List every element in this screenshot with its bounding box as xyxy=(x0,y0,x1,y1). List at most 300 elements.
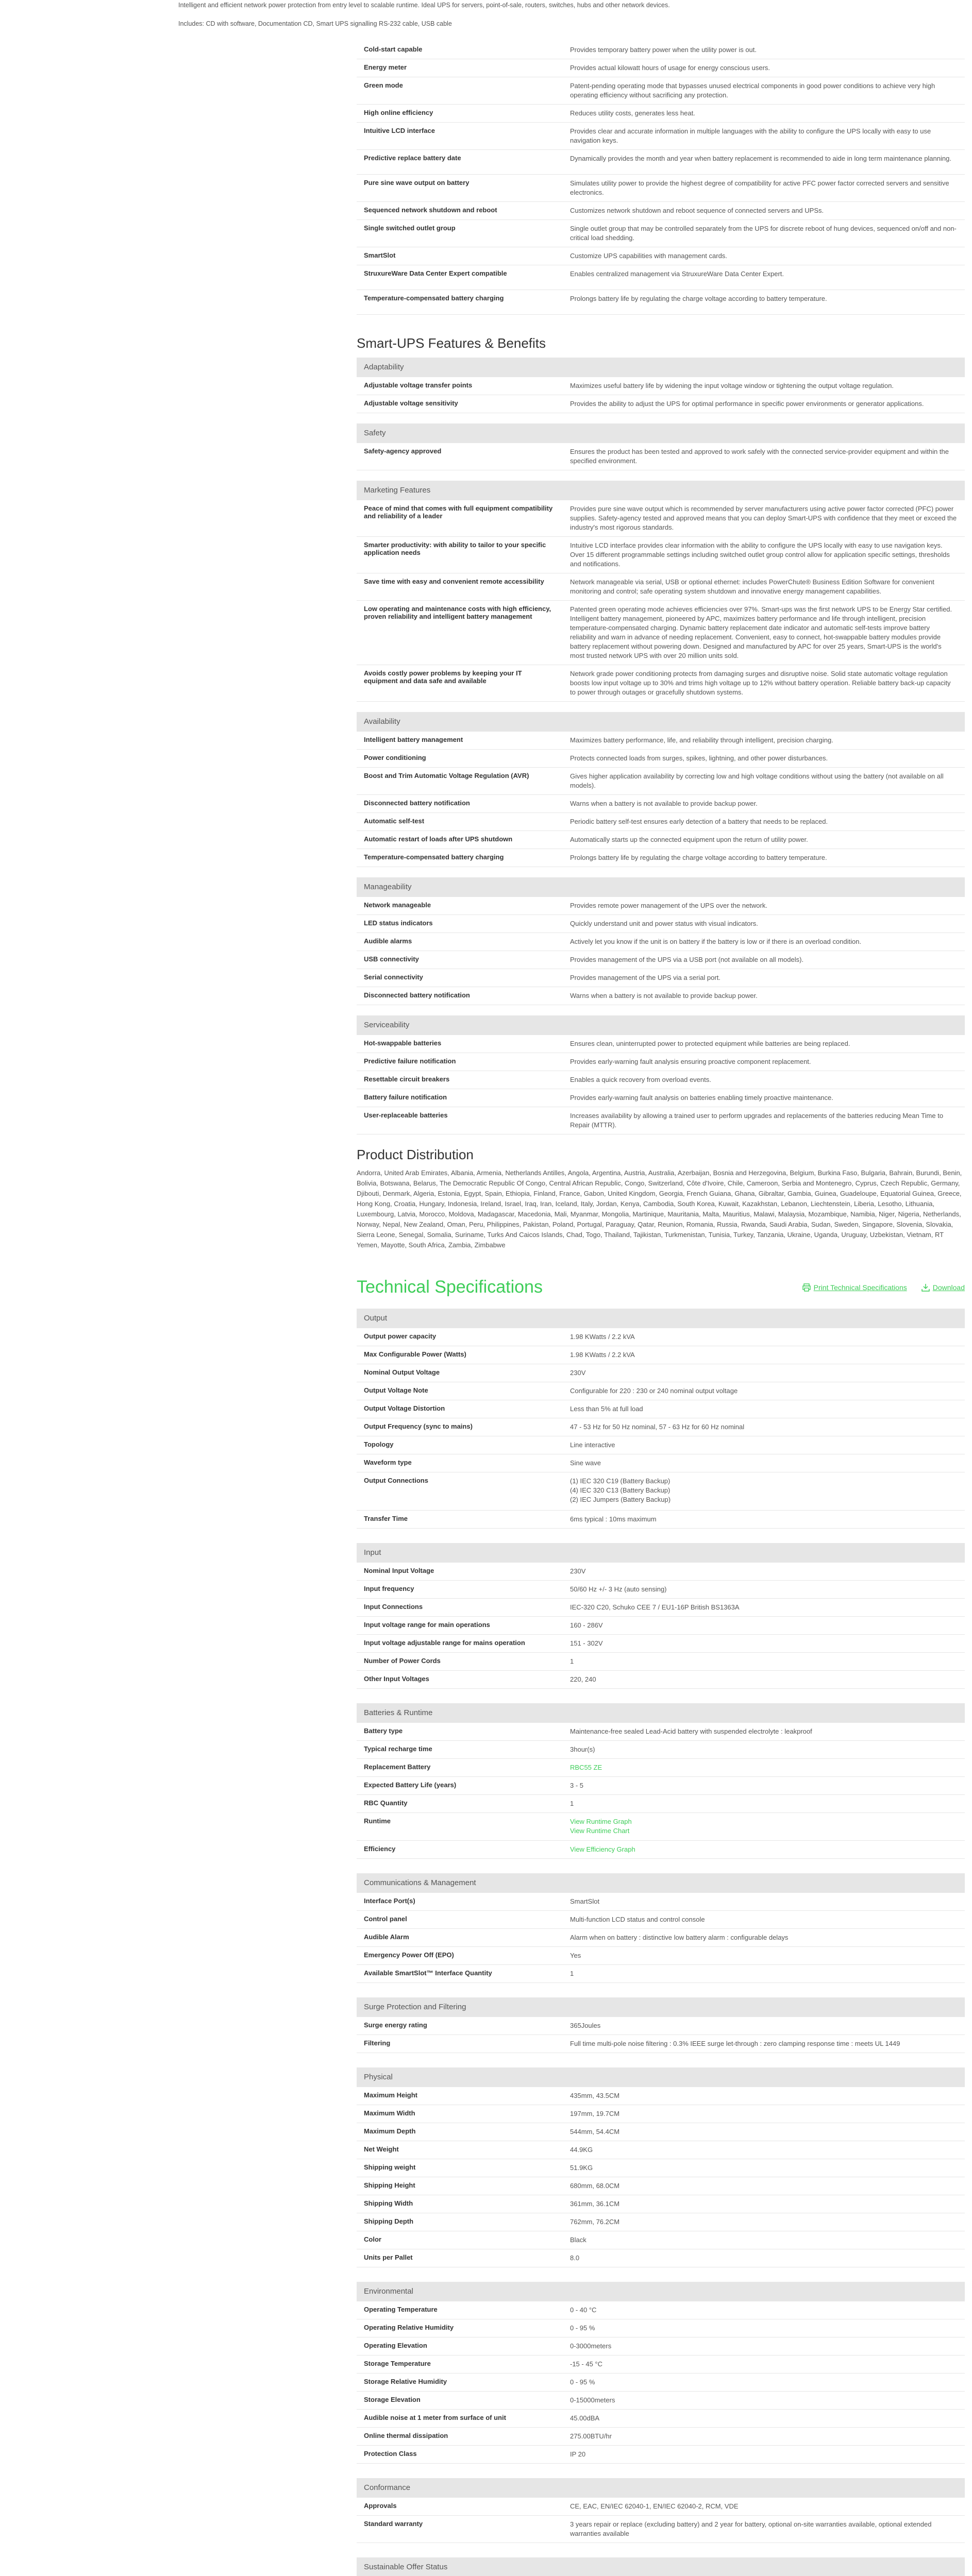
top-features-list xyxy=(357,41,965,315)
feature-group-title: Serviceability xyxy=(357,1015,965,1035)
feature-value xyxy=(563,1089,965,1107)
spec-value-line: 1 xyxy=(570,1657,574,1665)
spec-value xyxy=(563,1511,965,1528)
spec-value-line: 230V xyxy=(570,1369,586,1377)
spec-row xyxy=(357,1617,965,1635)
spec-value-line: Sine wave xyxy=(570,1459,601,1467)
feature-value-line: Gives higher application availability by correcting low and high voltage conditions without using the battery (not available on all models). xyxy=(570,772,944,789)
spec-value xyxy=(563,1328,965,1346)
spec-value-line: 151 - 302V xyxy=(570,1639,603,1647)
top-feature-value-line: Provides clear and accurate information in multiple languages with the ability to configure the UPS locally with easy to use navigation keys. xyxy=(570,127,931,144)
feature-value xyxy=(563,969,965,987)
spec-value xyxy=(563,2337,965,2355)
top-feature-value xyxy=(563,150,965,174)
spec-label: Color xyxy=(364,2235,381,2243)
top-feature-value-line: Prolongs battery life by regulating the charge voltage according to battery temperature. xyxy=(570,295,827,302)
spec-value-line: 3 years repair or replace (excluding battery) and 2 year for battery, optional on-site warranties available, optional extended warranties available xyxy=(570,2520,932,2537)
spec-row xyxy=(357,1965,965,1983)
feature-row xyxy=(357,951,965,969)
spec-label: Protection Class xyxy=(364,2450,417,2458)
feature-row xyxy=(357,915,965,933)
top-feature-row xyxy=(357,247,965,265)
spec-label: Output Voltage Note xyxy=(364,1386,428,1394)
spec-value-line: 47 - 53 Hz for 50 Hz nominal, 57 - 63 Hz for 60 Hz nominal xyxy=(570,1423,745,1431)
spec-link[interactable]: RBC55 ZE xyxy=(570,1764,602,1771)
spec-row xyxy=(357,1723,965,1741)
spec-value-line: 544mm, 54.4CM xyxy=(570,2128,620,2136)
spec-value xyxy=(563,1617,965,1634)
feature-value xyxy=(563,951,965,969)
spec-row xyxy=(357,1563,965,1581)
feature-value xyxy=(563,500,965,536)
feature-label: Hot-swappable batteries xyxy=(364,1039,442,1047)
spec-row xyxy=(357,1454,965,1472)
spec-value xyxy=(563,1759,965,1776)
page-content xyxy=(357,41,965,2576)
top-feature-label: Pure sine wave output on battery xyxy=(364,179,470,187)
top-feature-label: Energy meter xyxy=(364,63,407,71)
spec-label: Audible noise at 1 meter from surface of unit xyxy=(364,2414,506,2421)
spec-row xyxy=(357,2105,965,2123)
spec-link[interactable]: View Runtime Chart xyxy=(570,1827,630,1835)
spec-value xyxy=(563,2087,965,2105)
feature-value-line: Warns when a battery is not available to provide backup power. xyxy=(570,800,758,807)
spec-group-title: Sustainable Offer Status xyxy=(357,2557,965,2576)
spec-label: Efficiency xyxy=(364,1845,396,1853)
top-feature-label: Intuitive LCD interface xyxy=(364,127,435,134)
top-feature-label: Sequenced network shutdown and reboot xyxy=(364,206,497,214)
feature-value-line: Enables a quick recovery from overload events. xyxy=(570,1076,711,1083)
spec-label: Operating Temperature xyxy=(364,2306,438,2313)
feature-label: Disconnected battery notification xyxy=(364,991,470,999)
spec-label: Input frequency xyxy=(364,1585,414,1592)
spec-value xyxy=(563,2446,965,2463)
spec-row xyxy=(357,1929,965,1947)
spec-value-line: 230V xyxy=(570,1567,586,1575)
spec-row xyxy=(357,1599,965,1617)
download-icon xyxy=(921,1283,930,1292)
spec-group-title: Batteries & Runtime xyxy=(357,1703,965,1723)
spec-label: Transfer Time xyxy=(364,1515,408,1522)
spec-label: Input voltage adjustable range for mains operation xyxy=(364,1639,525,1647)
top-feature-value xyxy=(563,59,965,77)
spec-value-line: 0-15000meters xyxy=(570,2396,615,2404)
spec-value-line: 0 - 95 % xyxy=(570,2324,595,2332)
top-feature-value-line: Reduces utility costs, generates less heat. xyxy=(570,109,695,117)
feature-value-line: Warns when a battery is not available to provide backup power. xyxy=(570,992,758,999)
spec-value-line: (1) IEC 320 C19 (Battery Backup) xyxy=(570,1477,671,1485)
feature-row xyxy=(357,1053,965,1071)
spec-row xyxy=(357,2231,965,2249)
feature-value-line: Network manageable via serial, USB or optional ethernet: includes PowerChute® Business Edition Software for convenient monitoring and control; safe operating system shutdown and innovative energy management capabilities. xyxy=(570,578,934,595)
spec-group xyxy=(357,2282,965,2464)
print-icon xyxy=(802,1283,811,1292)
feature-row xyxy=(357,849,965,867)
feature-label: Low operating and maintenance costs with high efficiency, proven reliability and intelligent battery management xyxy=(364,605,551,620)
top-feature-value-line: Dynamically provides the month and year when battery replacement is recommended to aide in long term maintenance planning. xyxy=(570,155,951,162)
spec-value xyxy=(563,1346,965,1364)
feature-row xyxy=(357,1071,965,1089)
print-specs-label: Print Technical Specifications xyxy=(813,1283,907,1292)
spec-value xyxy=(563,2123,965,2141)
feature-label: Battery failure notification xyxy=(364,1093,447,1101)
feature-label: Resettable circuit breakers xyxy=(364,1075,450,1083)
spec-label: Operating Relative Humidity xyxy=(364,2324,454,2331)
feature-label: Disconnected battery notification xyxy=(364,799,470,807)
feature-label: USB connectivity xyxy=(364,955,419,963)
spec-value-line: 197mm, 19.7CM xyxy=(570,2110,620,2117)
feature-row xyxy=(357,377,965,395)
spec-value xyxy=(563,1911,965,1928)
spec-value xyxy=(563,1436,965,1454)
spec-value xyxy=(563,2319,965,2337)
feature-row xyxy=(357,1107,965,1134)
spec-value-line: 3 - 5 xyxy=(570,1782,584,1789)
feature-label: Safety-agency approved xyxy=(364,447,442,455)
feature-label: Audible alarms xyxy=(364,937,412,945)
feature-row xyxy=(357,665,965,702)
spec-label: Approvals xyxy=(364,2502,397,2510)
spec-value xyxy=(563,2301,965,2319)
spec-row xyxy=(357,1911,965,1929)
spec-value xyxy=(563,2249,965,2267)
spec-row xyxy=(357,2123,965,2141)
spec-label: Replacement Battery xyxy=(364,1763,431,1771)
spec-value-line: 1.98 KWatts / 2.2 kVA xyxy=(570,1333,635,1341)
spec-row xyxy=(357,2213,965,2231)
top-feature-value xyxy=(563,290,965,314)
spec-row xyxy=(357,1893,965,1911)
spec-value xyxy=(563,2516,965,2543)
feature-value xyxy=(563,732,965,749)
spec-group xyxy=(357,2478,965,2543)
spec-value xyxy=(563,2141,965,2159)
top-feature-row xyxy=(357,175,965,202)
spec-row xyxy=(357,2337,965,2355)
spec-row xyxy=(357,1653,965,1671)
top-feature-value-line: Provides actual kilowatt hours of usage for energy conscious users. xyxy=(570,64,770,72)
intro-line-1: Intelligent and efficient network power protection from entry level to scalable runtime. Ideal UPS for servers, point-of-sale, routers, switches, hubs and other network devices. xyxy=(178,2,670,9)
spec-value xyxy=(563,1653,965,1670)
feature-row xyxy=(357,813,965,831)
spec-label: Storage Relative Humidity xyxy=(364,2378,447,2385)
feature-row xyxy=(357,831,965,849)
spec-value xyxy=(563,2374,965,2391)
spec-label: Online thermal dissipation xyxy=(364,2432,448,2439)
download-label: Download xyxy=(932,1283,965,1292)
spec-row xyxy=(357,1741,965,1759)
spec-value-line: Line interactive xyxy=(570,1441,615,1449)
top-feature-value-line: Customizes network shutdown and reboot sequence of connected servers and UPSs. xyxy=(570,207,824,214)
features-title: Smart-UPS Features & Benefits xyxy=(357,335,546,351)
spec-label: Output Connections xyxy=(364,1477,428,1484)
spec-row xyxy=(357,1813,965,1841)
feature-value-line: Provides the ability to adjust the UPS for optimal performance in specific power environments or generator applications. xyxy=(570,400,924,408)
spec-label: Emergency Power Off (EPO) xyxy=(364,1951,454,1959)
spec-row xyxy=(357,1382,965,1400)
feature-row xyxy=(357,537,965,573)
feature-label: Predictive failure notification xyxy=(364,1057,456,1065)
intro-line-2: Includes: CD with software, Documentation CD, Smart UPS signalling RS-232 cable, USB cable xyxy=(178,20,452,27)
spec-label: Operating Elevation xyxy=(364,2342,427,2349)
spec-row xyxy=(357,1400,965,1418)
top-feature-value xyxy=(563,41,965,59)
spec-row xyxy=(357,1777,965,1795)
spec-value xyxy=(563,1472,965,1510)
feature-group-title: Availability xyxy=(357,712,965,732)
feature-value xyxy=(563,1035,965,1053)
spec-value xyxy=(563,1454,965,1472)
spec-value xyxy=(563,2428,965,2445)
feature-row xyxy=(357,732,965,750)
top-feature-label: StruxureWare Data Center Expert compatible xyxy=(364,269,507,277)
spec-value-line: CE, EAC, EN/IEC 62040-1, EN/IEC 62040-2, RCM, VDE xyxy=(570,2502,739,2510)
spec-value xyxy=(563,1893,965,1910)
spec-value-line: 160 - 286V xyxy=(570,1621,603,1629)
spec-label: Maximum Width xyxy=(364,2109,415,2117)
tech-title: Technical Specifications xyxy=(357,1277,543,1297)
top-feature-row xyxy=(357,41,965,59)
top-feature-label: Predictive replace battery date xyxy=(364,154,461,162)
spec-label: Interface Port(s) xyxy=(364,1897,415,1905)
feature-group-title: Marketing Features xyxy=(357,481,965,500)
feature-row xyxy=(357,1035,965,1053)
tech-header xyxy=(357,1277,965,1297)
spec-row xyxy=(357,2516,965,2543)
spec-row xyxy=(357,1581,965,1599)
spec-row xyxy=(357,1328,965,1346)
spec-value xyxy=(563,2213,965,2231)
spec-row xyxy=(357,2195,965,2213)
feature-label: Automatic restart of loads after UPS shutdown xyxy=(364,835,513,843)
spec-value xyxy=(563,1599,965,1616)
feature-label: Intelligent battery management xyxy=(364,736,463,743)
spec-label: Units per Pallet xyxy=(364,2253,413,2261)
download-link[interactable] xyxy=(921,1283,965,1292)
feature-value-line: Quickly understand unit and power status with visual indicators. xyxy=(570,920,758,927)
feature-label: Adjustable voltage sensitivity xyxy=(364,399,458,407)
spec-value xyxy=(563,1965,965,1982)
feature-value-line: Intuitive LCD interface provides clear information with the ability to configure the UPS locally with easy to use navigation keys. Over 15 different programmable settings including switched outlet group control allow for application specific settings, thresholds and notifications. xyxy=(570,541,950,568)
spec-row xyxy=(357,2017,965,2035)
spec-value xyxy=(563,2159,965,2177)
spec-value xyxy=(563,1947,965,1964)
feature-label: Smarter productivity: with ability to tailor to your specific application needs xyxy=(364,541,546,556)
spec-group xyxy=(357,1703,965,1859)
feature-label: Automatic self-test xyxy=(364,817,425,825)
spec-value xyxy=(563,1929,965,1946)
spec-value-line: 1 xyxy=(570,1800,574,1807)
top-feature-value-line: Patent-pending operating mode that bypasses unused electrical components in good power conditions to achieve very high operating efficiency without sacrificing any protection. xyxy=(570,82,935,99)
spec-row xyxy=(357,1511,965,1529)
feature-value-line: Protects connected loads from surges, spikes, lightning, and other power disturbances. xyxy=(570,754,828,762)
spec-value-line: Black xyxy=(570,2236,586,2244)
spec-row xyxy=(357,2410,965,2428)
top-feature-value-line: Single outlet group that may be controlled separately from the UPS for discrete reboot of hung devices, sequenced on/off and non-critical load shedding. xyxy=(570,225,957,242)
top-feature-row xyxy=(357,123,965,150)
spec-label: RBC Quantity xyxy=(364,1799,408,1807)
spec-value-line: 8.0 xyxy=(570,2254,580,2262)
spec-row xyxy=(357,1841,965,1859)
feature-label: Temperature-compensated battery charging xyxy=(364,853,504,861)
spec-group xyxy=(357,2557,965,2576)
spec-label: Shipping Width xyxy=(364,2199,413,2207)
top-feature-value-line: Simulates utility power to provide the highest degree of compatibility for active PFC power factor corrected servers and sensitive electronics. xyxy=(570,179,949,196)
spec-label: Shipping weight xyxy=(364,2163,416,2171)
spec-value-line: 361mm, 36.1CM xyxy=(570,2200,620,2208)
spec-label: Number of Power Cords xyxy=(364,1657,441,1665)
spec-value-line: Less than 5% at full load xyxy=(570,1405,643,1413)
distribution-title: Product Distribution xyxy=(357,1147,474,1162)
top-feature-value xyxy=(563,220,965,247)
top-feature-value xyxy=(563,247,965,265)
spec-value xyxy=(563,1795,965,1812)
spec-row xyxy=(357,1759,965,1777)
spec-value xyxy=(563,1671,965,1688)
feature-value xyxy=(563,395,965,413)
feature-row xyxy=(357,987,965,1005)
feature-value xyxy=(563,1053,965,1071)
feature-value xyxy=(563,537,965,573)
feature-value-line: Automatically starts up the connected equipment upon the return of utility power. xyxy=(570,836,808,843)
feature-label: Boost and Trim Automatic Voltage Regulation (AVR) xyxy=(364,772,529,779)
feature-row xyxy=(357,933,965,951)
feature-row xyxy=(357,1089,965,1107)
spec-group-title: Surge Protection and Filtering xyxy=(357,1997,965,2017)
feature-value-line: Provides remote power management of the UPS over the network. xyxy=(570,902,767,909)
spec-label: Output power capacity xyxy=(364,1332,437,1340)
feature-label: Power conditioning xyxy=(364,754,426,761)
feature-value xyxy=(563,1071,965,1089)
feature-label: Serial connectivity xyxy=(364,973,423,981)
top-feature-value xyxy=(563,265,965,290)
feature-value-line: Provides management of the UPS via a serial port. xyxy=(570,974,720,981)
feature-row xyxy=(357,573,965,601)
spec-label: Nominal Input Voltage xyxy=(364,1567,434,1574)
top-feature-row xyxy=(357,77,965,105)
spec-value-line: 51.9KG xyxy=(570,2164,593,2172)
feature-value xyxy=(563,795,965,812)
feature-value xyxy=(563,601,965,665)
feature-value-line: Maximizes battery performance, life, and reliability through intelligent, precision charging. xyxy=(570,736,833,744)
top-feature-row xyxy=(357,290,965,315)
spec-value-line: SmartSlot xyxy=(570,1897,600,1905)
feature-row xyxy=(357,768,965,795)
feature-value xyxy=(563,443,965,470)
spec-value-line: 1.98 KWatts / 2.2 kVA xyxy=(570,1351,635,1359)
spec-group xyxy=(357,1543,965,1689)
spec-row xyxy=(357,2141,965,2159)
top-feature-row xyxy=(357,105,965,123)
spec-value xyxy=(563,2392,965,2409)
spec-label: Surge energy rating xyxy=(364,2021,427,2029)
spec-label: Input voltage range for main operations xyxy=(364,1621,490,1629)
spec-group-title: Communications & Management xyxy=(357,1873,965,1893)
feature-value-line: Patented green operating mode achieves efficiencies over 97%. Smart-ups was the first network UPS to be Energy Star certified. Intelligent battery management, pioneered by APC, maximizes battery performance and life through intelligent, precision temperature-compensated charging. Dynamic battery replacement date indicator and automatic self-tests improve battery reliability and warn in advance of needing replacement. Convenient, easy to connect, hot-swappable battery modules provide battery replacement without powering down. Designed and manufactured by APC for over 25 years, Smart-UPS is the world's most trusted network UPS with over 20 million units sold. xyxy=(570,605,952,659)
spec-row xyxy=(357,2355,965,2374)
spec-value xyxy=(563,2355,965,2373)
feature-group xyxy=(357,1015,965,1134)
spec-group-title: Physical xyxy=(357,2067,965,2087)
spec-value-line: Full time multi-pole noise filtering : 0.3% IEEE surge let-through : zero clamping response time : meets UL 1449 xyxy=(570,2040,900,2047)
spec-value-line: -15 - 45 °C xyxy=(570,2360,603,2368)
spec-group-title: Environmental xyxy=(357,2282,965,2301)
feature-value-line: Provides early-warning fault analysis on batteries enabling timely proactive maintenance. xyxy=(570,1094,833,1101)
spec-label: Nominal Output Voltage xyxy=(364,1368,440,1376)
feature-group xyxy=(357,877,965,1005)
spec-group-title: Output xyxy=(357,1309,965,1328)
spec-value-line: (2) IEC Jumpers (Battery Backup) xyxy=(570,1496,671,1503)
spec-label: Filtering xyxy=(364,2039,391,2047)
top-feature-row xyxy=(357,220,965,247)
spec-value xyxy=(563,2177,965,2195)
spec-label: Audible Alarm xyxy=(364,1933,409,1941)
top-feature-value-line: Provides temporary battery power when the utility power is out. xyxy=(570,46,757,54)
spec-value xyxy=(563,1723,965,1740)
top-feature-label: Green mode xyxy=(364,81,403,89)
feature-row xyxy=(357,969,965,987)
spec-value xyxy=(563,2231,965,2249)
spec-link[interactable]: View Efficiency Graph xyxy=(570,1845,635,1853)
spec-value-line: Alarm when on battery : distinctive low battery alarm : configurable delays xyxy=(570,1934,789,1941)
spec-row xyxy=(357,2087,965,2105)
spec-value-line: 435mm, 43.5CM xyxy=(570,2092,620,2099)
spec-value-line: 1 xyxy=(570,1970,574,1977)
spec-value xyxy=(563,1741,965,1758)
spec-label: Waveform type xyxy=(364,1459,412,1466)
spec-label: Runtime xyxy=(364,1817,391,1825)
feature-label: LED status indicators xyxy=(364,919,433,927)
spec-value-line: 220, 240 xyxy=(570,1675,596,1683)
spec-value-line: 680mm, 68.0CM xyxy=(570,2182,620,2190)
spec-row xyxy=(357,1671,965,1689)
feature-label: Avoids costly power problems by keeping your IT equipment and data safe and available xyxy=(364,669,522,685)
spec-value-line: Multi-function LCD status and control console xyxy=(570,1916,705,1923)
spec-row xyxy=(357,2392,965,2410)
spec-label: Shipping Height xyxy=(364,2181,415,2189)
feature-value-line: Ensures the product has been tested and approved to work safely with the connected service-provider equipment and within the specified environment. xyxy=(570,448,949,465)
feature-value-line: Increases availability by allowing a trained user to perform upgrades and replacements of the batteries reducing Mean Time to Repair (MTTR). xyxy=(570,1112,944,1129)
spec-label: Typical recharge time xyxy=(364,1745,432,1753)
print-specs-link[interactable] xyxy=(802,1283,907,1292)
top-feature-value-line: Customize UPS capabilities with management cards. xyxy=(570,252,727,260)
spec-value-line: Configurable for 220 : 230 or 240 nominal output voltage xyxy=(570,1387,738,1395)
spec-link[interactable]: View Runtime Graph xyxy=(570,1818,632,1825)
spec-value-line: (4) IEC 320 C13 (Battery Backup) xyxy=(570,1486,671,1494)
spec-row xyxy=(357,1418,965,1436)
feature-value-line: Provides early-warning fault analysis ensuring proactive component replacement. xyxy=(570,1058,811,1065)
feature-value xyxy=(563,377,965,395)
feature-group-title: Manageability xyxy=(357,877,965,897)
spec-value-line: 0 - 95 % xyxy=(570,2378,595,2386)
feature-row xyxy=(357,443,965,470)
spec-row xyxy=(357,2035,965,2053)
top-feature-row xyxy=(357,265,965,290)
top-feature-value xyxy=(563,123,965,149)
spec-value-line: 275.00BTU/hr xyxy=(570,2432,612,2440)
feature-group xyxy=(357,423,965,470)
spec-value-line: 44.9KG xyxy=(570,2146,593,2154)
feature-row xyxy=(357,500,965,537)
feature-value xyxy=(563,665,965,701)
top-feature-label: SmartSlot xyxy=(364,251,396,259)
feature-value-line: Maximizes useful battery life by widening the input voltage window or tightening the output voltage regulation. xyxy=(570,382,894,389)
feature-group xyxy=(357,358,965,413)
spec-value xyxy=(563,2035,965,2053)
spec-value-line: IEC-320 C20, Schuko CEE 7 / EU1-16P British BS1363A xyxy=(570,1603,740,1611)
feature-label: Adjustable voltage transfer points xyxy=(364,381,473,389)
spec-value xyxy=(563,2105,965,2123)
